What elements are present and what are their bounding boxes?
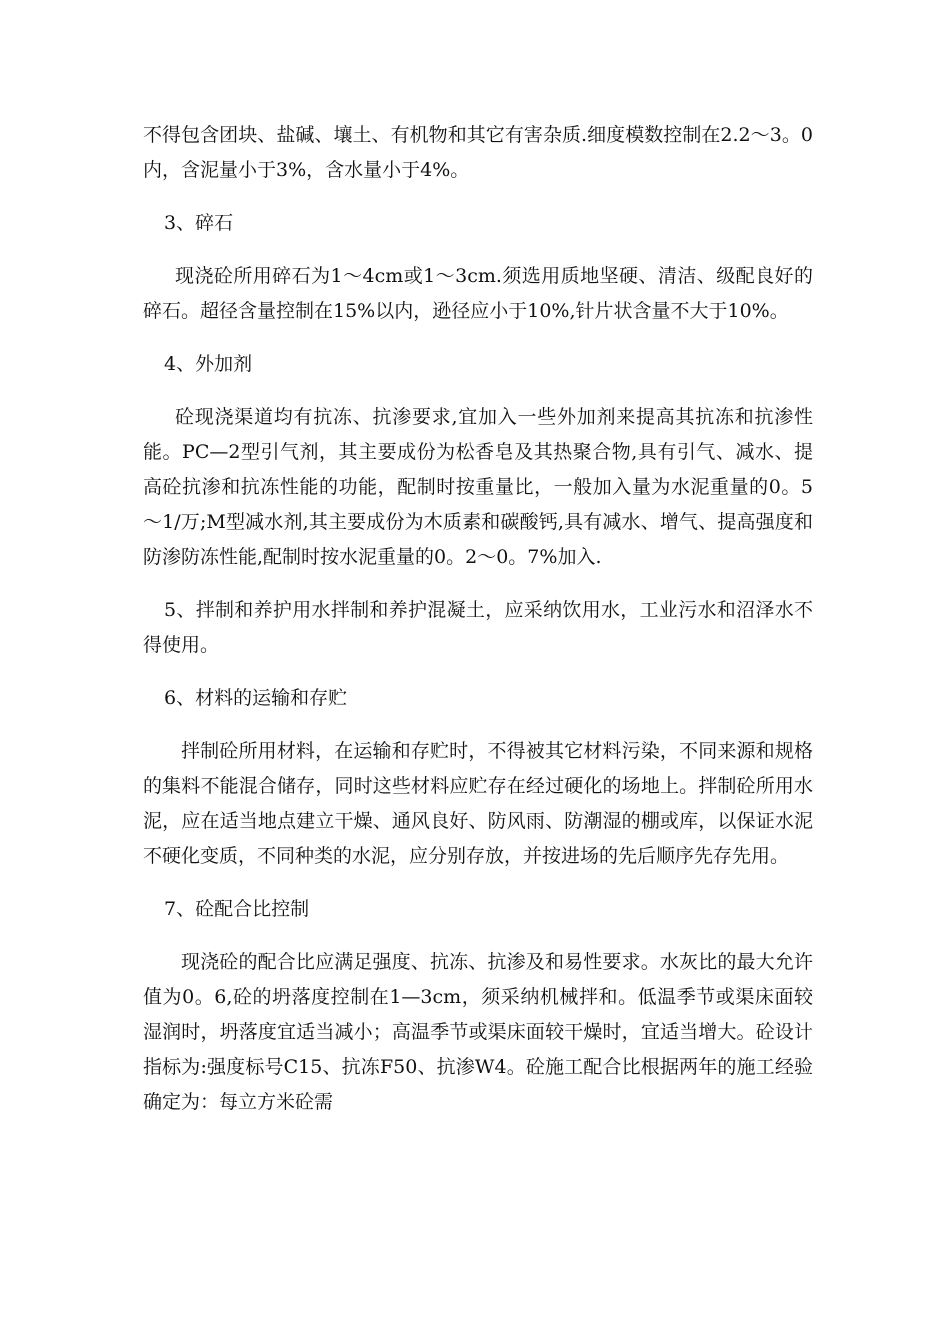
paragraph-admixture: 砼现浇渠道均有抗冻、抗渗要求,宜加入一些外加剂来提高其抗冻和抗渗性能。PC—2型引气剂，其主要成份为松香皂及其热聚合物,具有引气、减水、提高砼抗渗和抗冻性能的功能，配制时按重量比，一般加入量为水泥重量的0。5～1/万;M型减水剂,其主要成份为木质素和碳酸钙,具有减水、增气、提高强度和防渗防冻性能,配制时按水泥重量的0。2～0。7%加入. <box>143 406 813 568</box>
paragraph-mix-ratio: 现浇砼的配合比应满足强度、抗冻、抗渗及和易性要求。水灰比的最大允许值为0。6,砼的坍落度控制在1—3cm，须采纳机械拌和。低温季节或渠床面较湿润时，坍落度宜适当减小；高温季节或渠床面较干燥时，宜适当增大。砼设计指标为:强度标号C15、抗冻F50、抗渗W4。砼施工配合比根据两年的施工经验确定为：每立方米砼需 <box>143 951 813 1113</box>
section-heading-gravel: 3、碎石 <box>164 212 234 234</box>
section-heading-admixture: 4、外加剂 <box>164 353 253 375</box>
paragraph-gravel: 现浇砼所用碎石为1～4cm或1～3cm.须选用质地坚硬、清洁、级配良好的碎石。超径含量控制在15%以内，逊径应小于10%,针片状含量不大于10%。 <box>143 265 813 322</box>
section-heading-mix-ratio: 7、砼配合比控制 <box>164 898 310 920</box>
document-body <box>143 118 813 1120</box>
paragraph-transport-storage: 拌制砼所用材料，在运输和存贮时，不得被其它材料污染，不同来源和规格的集料不能混合储存，同时这些材料应贮存在经过硬化的场地上。拌制砼所用水泥，应在适当地点建立干燥、通风良好、防风雨、防潮湿的棚或库，以保证水泥不硬化变质，不同种类的水泥，应分别存放，并按进场的先后顺序先存先用。 <box>143 740 813 867</box>
paragraph-sand-requirements: 不得包含团块、盐碱、壤土、有机物和其它有害杂质.细度模数控制在2.2～3。0内，含泥量小于3%，含水量小于4%。 <box>143 124 813 181</box>
paragraph-water: 5、拌制和养护用水拌制和养护混凝土，应采纳饮用水，工业污水和沼泽水不得使用。 <box>143 599 813 656</box>
section-heading-transport-storage: 6、材料的运输和存贮 <box>164 687 348 709</box>
